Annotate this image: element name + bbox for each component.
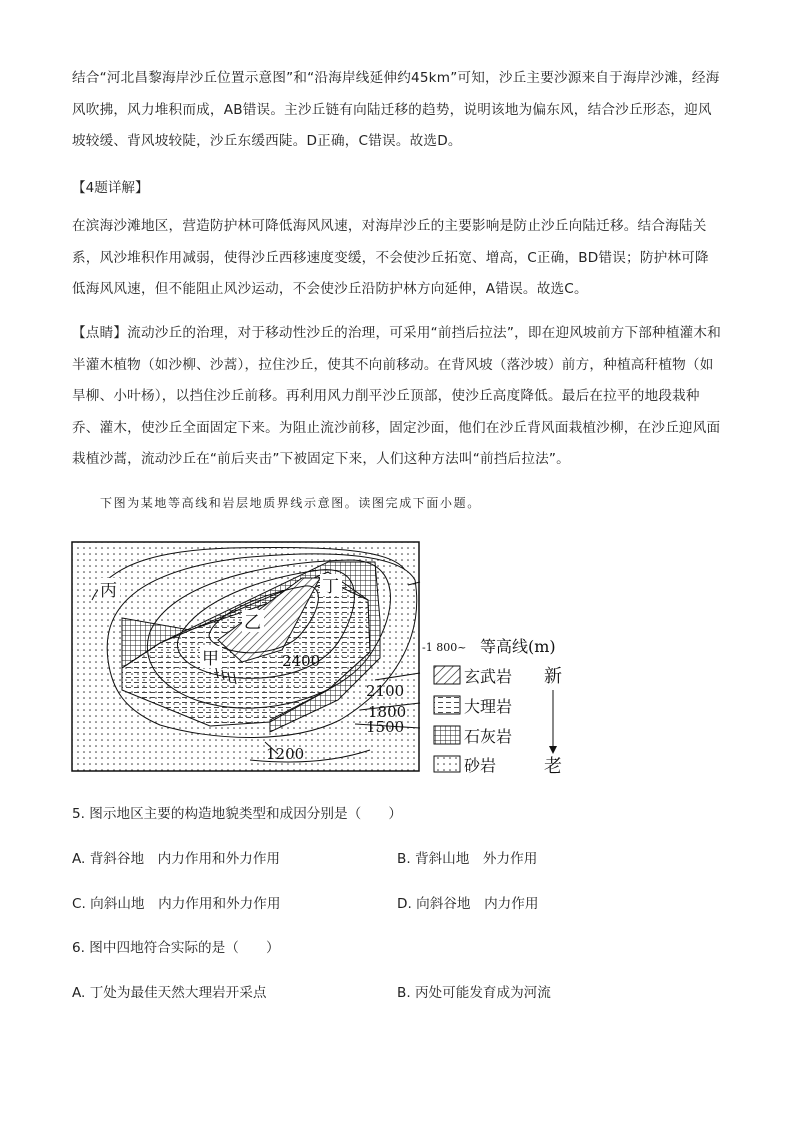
- answer-paragraph-4: 在滨海沙滩地区，营造防护林可降低海风风速，对海岸沙丘的主要影响是防止沙丘向陆迁移。结合海陆关系，风沙堆积作用减弱，使得沙丘西移速度变缓，不会使沙丘拓宽、增高，C正确，BD错误；防护林可降低海风风速，但不能阻止风沙运动，不会使沙丘沿防护林方向延伸，A错误。故选C。: [72, 218, 709, 297]
- answer-paragraph-3: 结合“河北昌黎海岸沙丘位置示意图”和“沿海岸线延伸约45km”可知，沙丘主要沙源来自于海岸沙滩，经海风吹拂，风力堆积而成，AB错误。主沙丘链有向陆迁移的趋势，说明该地为偏东风，结合沙丘形态，迎风坡较缓、背风坡较陡，沙丘东缓西陡。D正确，C错误。故选D。: [72, 70, 720, 149]
- place-label-bing: 丙: [100, 581, 117, 601]
- question-5-stem: 5. 图示地区主要的构造地貌类型和成因分别是（ ）: [72, 806, 402, 822]
- question-6-stem: 6. 图中四地符合实际的是（ ）: [72, 940, 280, 956]
- legend-marble-swatch: [434, 696, 460, 714]
- legend-limestone-label: 石灰岩: [464, 727, 513, 746]
- legend-basalt-label: 玄武岩: [464, 667, 513, 686]
- contour-label-1500: 1500: [366, 718, 405, 736]
- question-5-option-b[interactable]: B. 背斜山地 外力作用: [397, 851, 538, 867]
- legend-sandstone-label: 砂岩: [464, 756, 497, 775]
- place-label-jia: 甲: [202, 649, 219, 669]
- contour-label-2400: 2400: [282, 652, 321, 670]
- legend-contour-sample: -1 800~: [422, 641, 467, 654]
- contour-label-1200: 1200: [266, 745, 305, 763]
- geology-contour-figure: [70, 540, 580, 775]
- place-label-ding: 丁: [322, 577, 339, 597]
- legend-marble-label: 大理岩: [464, 697, 513, 716]
- question-6-option-a[interactable]: A. 丁处为最佳天然大理岩开采点: [72, 985, 267, 1001]
- legend-contour-label: 等高线(m): [480, 637, 556, 656]
- question-4-heading: 【4题详解】: [72, 180, 149, 196]
- legend-age-old: 老: [544, 756, 562, 775]
- question-5-option-a[interactable]: A. 背斜谷地 内力作用和外力作用: [72, 851, 281, 867]
- legend-basalt-swatch: [434, 666, 460, 684]
- question-5-option-c[interactable]: C. 向斜山地 内力作用和外力作用: [72, 896, 281, 912]
- figure-caption: 下图为某地等高线和岩层地质界线示意图。读图完成下面小题。: [100, 496, 481, 510]
- legend-sandstone-swatch: [434, 756, 460, 772]
- question-6-option-b[interactable]: B. 丙处可能发育成为河流: [397, 985, 551, 1001]
- place-label-yi: 乙: [244, 613, 261, 633]
- legend-limestone-swatch: [434, 726, 460, 744]
- legend-age-arrowhead: [549, 746, 557, 754]
- contour-label-1800: 1800: [368, 703, 407, 721]
- legend-age-new: 新: [544, 666, 562, 687]
- tip-paragraph: 【点睛】流动沙丘的治理，对于移动性沙丘的治理，可采用“前挡后拉法”，即在迎风坡前方下部种植灌木和半灌木植物（如沙柳、沙蒿），拉住沙丘，使其不向前移动。在背风坡（落沙坡）前方，种植高秆植物（如旱柳、小叶杨），以挡住沙丘前移。再利用风力削平沙丘顶部，使沙丘高度降低。最后在拉平的地段栽种乔、灌木，使沙丘全面固定下来。为阻止流沙前移，固定沙面，他们在沙丘背风面栽植沙柳，在沙丘迎风面栽植沙蒿，流动沙丘在“前后夹击”下被固定下来，人们这种方法叫“前挡后拉法”。: [72, 325, 721, 467]
- question-5-option-d[interactable]: D. 向斜谷地 内力作用: [397, 896, 539, 912]
- contour-label-2100: 2100: [366, 682, 405, 700]
